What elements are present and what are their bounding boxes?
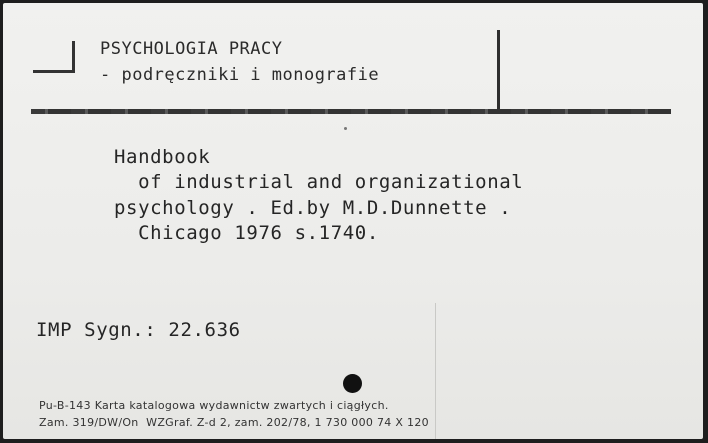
catalog-card xyxy=(3,3,703,439)
ink-speck xyxy=(344,127,347,130)
entry-line-subtitle: of industrial and organizational xyxy=(114,171,524,193)
card-subheading: - podręczniki i monografie xyxy=(100,65,380,85)
call-number: IMP Sygn.: 22.636 xyxy=(36,319,241,341)
header-vertical-divider xyxy=(497,30,500,113)
entry-line-title: Handbook xyxy=(114,146,211,168)
card-heading: PSYCHOLOGIA PRACY xyxy=(100,39,283,59)
printer-imprint-line-1: Pu-B-143 Karta katalogowa wydawnictw zwartych i ciągłych. xyxy=(39,399,389,412)
entry-line-imprint: Chicago 1976 s.1740. xyxy=(114,222,379,244)
punch-hole xyxy=(343,374,362,393)
header-horizontal-rule xyxy=(31,109,671,114)
corner-bracket-mark xyxy=(33,41,75,73)
faint-fold-line xyxy=(435,303,436,439)
corner-bracket-horizontal xyxy=(33,70,75,73)
corner-bracket-vertical xyxy=(72,41,75,73)
entry-line-editor: psychology . Ed.by M.D.Dunnette . xyxy=(114,197,512,219)
printer-imprint-line-2: Zam. 319/DW/On WZGraf. Z-d 2, zam. 202/78, 1 730 000 74 X 120 xyxy=(39,416,429,429)
